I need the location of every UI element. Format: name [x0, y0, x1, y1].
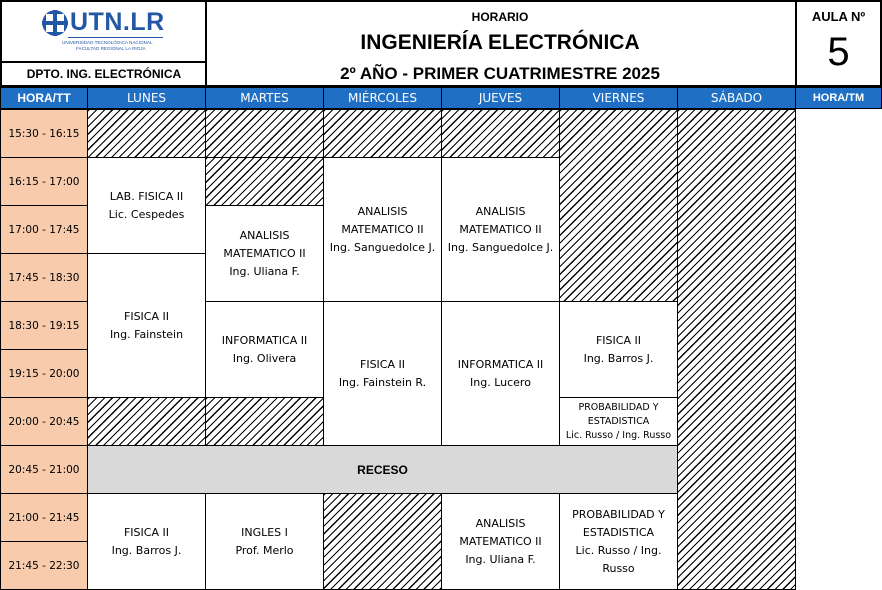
- col-lunes: LUNES: [87, 87, 206, 109]
- class-block: [323, 301, 442, 446]
- time-slot: 15:30 - 16:15: [0, 109, 88, 158]
- class-subject-line2: MATEMATICO II: [341, 222, 424, 236]
- class-subject-line2: ESTADISTICA: [582, 525, 655, 539]
- class-subject: LAB. FISICA II: [109, 189, 184, 203]
- time-slot: 20:00 - 20:45: [0, 397, 88, 446]
- class-subject-line2: ESTADISTICA: [587, 415, 650, 427]
- class-block: [87, 157, 206, 254]
- class-teacher: Ing. Uliana F.: [229, 264, 300, 278]
- empty-slot: [677, 109, 796, 590]
- class-block: [559, 301, 678, 398]
- time-slot: 21:00 - 21:45: [0, 493, 88, 542]
- class-teacher: Prof. Merlo: [235, 543, 294, 557]
- class-subject-line1: PROBABILIDAD Y: [572, 507, 665, 521]
- time-slot: 17:00 - 17:45: [0, 205, 88, 254]
- time-slot: 17:45 - 18:30: [0, 253, 88, 302]
- col-hora-tt: HORA/TT: [0, 87, 88, 109]
- class-teacher: Ing. Olivera: [232, 351, 297, 365]
- empty-slot: [205, 157, 324, 206]
- class-teacher: Ing. Barros J.: [111, 543, 182, 557]
- class-teacher-line1: Lic. Russo / Ing.: [575, 543, 662, 557]
- receso-bar: RECESO: [87, 445, 678, 494]
- class-teacher: Ing. Sanguedolce J.: [329, 240, 436, 254]
- class-subject: FISICA II: [123, 525, 169, 539]
- time-slot: 20:45 - 21:00: [0, 445, 88, 494]
- empty-slot: [87, 397, 206, 446]
- time-slot: 19:15 - 20:00: [0, 349, 88, 398]
- class-teacher: Lic. Russo / Ing. Russo: [565, 429, 672, 441]
- class-teacher: Ing. Barros J.: [583, 351, 654, 365]
- class-block: [559, 493, 678, 590]
- class-block: [205, 493, 324, 590]
- class-subject-line1: PROBABILIDAD Y: [578, 401, 659, 413]
- utn-logo-icon: [42, 10, 68, 36]
- empty-slot: [323, 493, 442, 590]
- class-subject: FISICA II: [595, 333, 641, 347]
- class-block: [87, 253, 206, 398]
- aula-box: [795, 0, 882, 87]
- aula-label: AULA Nº: [811, 9, 866, 24]
- class-block: [441, 493, 560, 590]
- col-sabado: SÁBADO: [677, 87, 796, 109]
- class-subject-line1: ANALISIS: [475, 516, 526, 530]
- class-teacher: Ing. Sanguedolce J.: [447, 240, 554, 254]
- class-subject-line2: MATEMATICO II: [223, 246, 306, 260]
- col-miercoles: MIÉRCOLES: [323, 87, 442, 109]
- class-block: [559, 397, 678, 446]
- class-teacher: Ing. Uliana F.: [465, 552, 536, 566]
- class-subject: FISICA II: [360, 357, 405, 371]
- class-teacher: Lic. Cespedes: [108, 207, 185, 221]
- class-block: [205, 301, 324, 398]
- class-subject: FISICA II: [124, 309, 169, 323]
- col-jueves: JUEVES: [441, 87, 560, 109]
- class-block: [441, 157, 560, 302]
- time-slot: 18:30 - 19:15: [0, 301, 88, 350]
- class-block: [87, 493, 206, 590]
- horario-label: HORARIO: [471, 10, 529, 24]
- class-block: [441, 301, 560, 446]
- aula-number: 5: [827, 30, 850, 74]
- time-slot: 21:45 - 22:30: [0, 541, 88, 590]
- time-slot: 16:15 - 17:00: [0, 157, 88, 206]
- class-teacher-line2: Russo: [602, 561, 635, 575]
- logo-subtitle-2: FACULTAD REGIONAL LA RIOJA: [76, 46, 146, 51]
- col-viernes: VIERNES: [559, 87, 678, 109]
- class-teacher: Ing. Lucero: [470, 375, 531, 389]
- empty-slot: [205, 397, 324, 446]
- empty-slot: [559, 109, 678, 302]
- class-subject-line1: ANALISIS: [239, 228, 290, 242]
- hora-tm-column: [795, 109, 882, 590]
- career-title: INGENIERÍA ELECTRÓNICA: [360, 31, 640, 54]
- class-teacher: Ing. Fainstein R.: [338, 375, 427, 389]
- class-block: [205, 205, 324, 302]
- class-subject: INFORMATICA II: [221, 333, 308, 347]
- logo-box: [0, 0, 207, 62]
- col-martes: MARTES: [205, 87, 324, 109]
- class-subject-line1: ANALISIS: [357, 204, 408, 218]
- class-subject: INFORMATICA II: [457, 357, 544, 371]
- department-label: DPTO. ING. ELECTRÓNICA: [26, 67, 182, 81]
- empty-slot: [441, 109, 560, 158]
- department-box: [0, 61, 207, 87]
- class-teacher: Ing. Fainstein: [109, 327, 184, 341]
- period-title: 2º AÑO - PRIMER CUATRIMESTRE 2025: [340, 64, 660, 83]
- logo-text: UTN.LR: [70, 8, 165, 36]
- class-block: [323, 157, 442, 302]
- empty-slot: [205, 109, 324, 158]
- empty-slot: [87, 109, 206, 158]
- title-box: [205, 0, 797, 87]
- logo-subtitle-1: UNIVERSIDAD TECNOLÓGICA NACIONAL: [62, 40, 153, 45]
- empty-slot: [323, 109, 442, 158]
- class-subject-line1: ANALISIS: [475, 204, 526, 218]
- class-subject: INGLES I: [241, 525, 288, 539]
- col-hora-tm: HORA/TM: [795, 87, 882, 109]
- class-subject-line2: MATEMATICO II: [459, 222, 542, 236]
- class-subject-line2: MATEMATICO II: [459, 534, 542, 548]
